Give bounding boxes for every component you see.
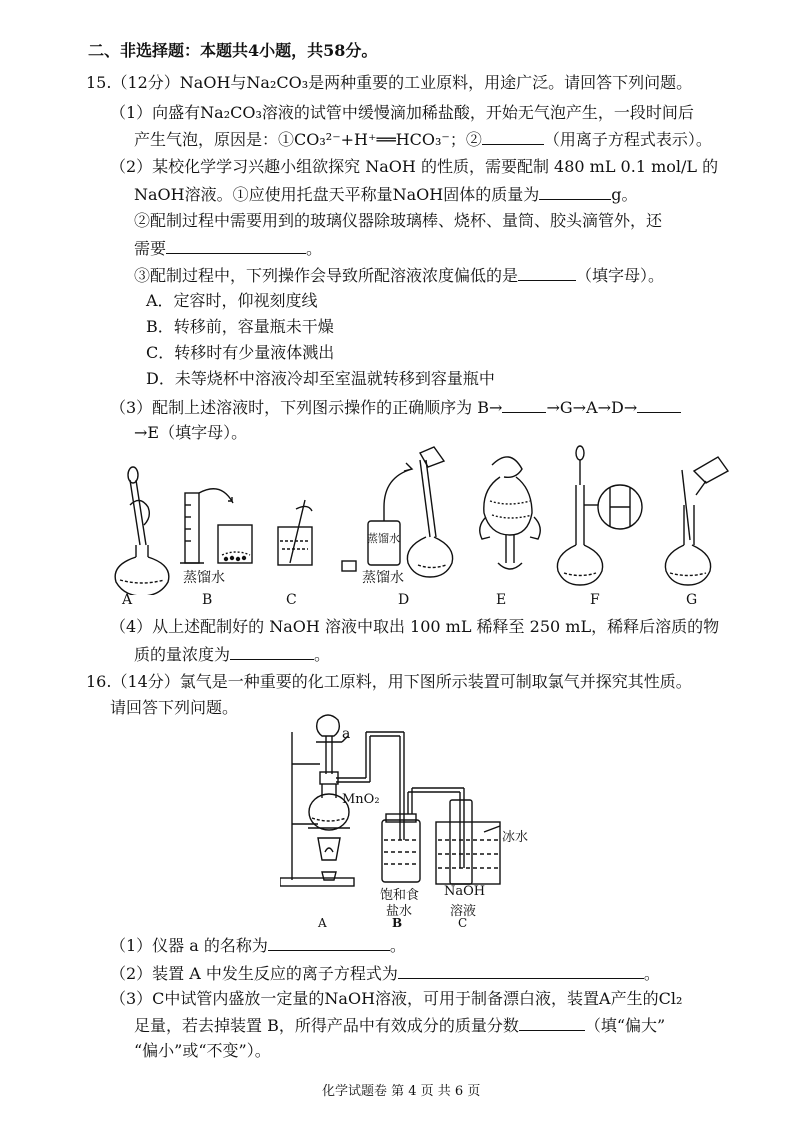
q16-p3-line1: （3）C中试管内盛放一定量的NaOH溶液，可用于制备漂白液，装置A产生的Cl₂ <box>110 989 683 1008</box>
q15-option-a: A．定容时，仰视刻度线 <box>146 291 318 310</box>
figure-label-c: C <box>286 592 297 608</box>
q15-p2-line5 <box>134 264 664 287</box>
q16-p3-line2 <box>134 1014 665 1037</box>
q16-answer-blank-fraction[interactable] <box>519 1014 585 1031</box>
apparatus-label-saline-2: 盐水 <box>386 904 413 919</box>
q15-p3-text-a: （3）配制上述溶液时，下列图示操作的正确顺序为 B→ <box>110 398 503 417</box>
q16-p2-text-a: （2）装置 A 中发生反应的离子方程式为 <box>110 964 398 983</box>
figure-c-beaker-stirring <box>278 500 312 565</box>
q15-p4-line2 <box>134 643 330 666</box>
q16-header: 16.（14分）氯气是一种重要的化工原料，用下图所示装置可制取氯气并探究其性质。 <box>86 672 692 691</box>
q15-p3-line1 <box>110 396 681 419</box>
q15-p2-line3: ②配制过程中需要用到的玻璃仪器除玻璃棒、烧杯、量筒、胶头滴管外，还 <box>134 211 663 230</box>
figure-label-a: A <box>122 592 133 608</box>
chlorine-apparatus-figure <box>280 712 550 912</box>
apparatus-caption-c: C <box>458 916 468 930</box>
q15-option-d: D．未等烧杯中溶液冷却至室温就转移到容量瓶中 <box>146 369 495 388</box>
q16-p1-text-b: 。 <box>389 936 406 955</box>
q15-p3-text-b: →G→A→D→ <box>546 398 638 417</box>
q15-p2-text-c: 需要 <box>134 239 167 258</box>
apparatus-label-saline-1: 饱和食 <box>380 888 420 903</box>
figure-label-b: B <box>202 592 213 608</box>
figure-f-dropper-magnified <box>557 446 642 585</box>
figure-a-dropper-flask <box>115 467 169 595</box>
page-footer: 化学试题卷 第 4 页 共 6 页 <box>322 1084 481 1099</box>
q15-option-b: B．转移前，容量瓶未干燥 <box>146 317 334 336</box>
figure-d-washbottle-flask <box>368 447 453 577</box>
apparatus-label-naoh-2: 溶液 <box>450 904 477 919</box>
q15-answer-blank-mass[interactable] <box>539 183 611 200</box>
figure-label-e: E <box>496 592 507 608</box>
figure-e-inverting-flask <box>480 457 541 569</box>
figure-label-g: G <box>686 592 698 608</box>
q15-p2-text-b: g。 <box>611 185 638 204</box>
q16-p3-text-a: 足量，若去掉装置 B，所得产品中有效成分的质量分数 <box>134 1016 519 1035</box>
figure-b-water-label: 蒸馏水 <box>183 570 225 586</box>
q15-answer-blank-1[interactable] <box>482 128 544 145</box>
apparatus-label-mno2: MnO₂ <box>342 792 380 807</box>
apparatus-c <box>436 800 500 884</box>
q15-p1-text-b: （用离子方程式表示）。 <box>543 130 712 149</box>
q16-p3-text-b: （填“偏大” <box>584 1016 666 1035</box>
q16-answer-blank-equation[interactable] <box>398 962 644 979</box>
q16-p3-line3: “偏小”或“不变”）。 <box>134 1041 271 1060</box>
q15-p4-text-a: 质的量浓度为 <box>134 645 231 664</box>
q15-p2-text-d: 。 <box>306 239 323 258</box>
q15-p2-text-a: NaOH溶液。①应使用托盘天平称量NaOH固体的质量为 <box>134 185 540 204</box>
q16-header-line2: 请回答下列问题。 <box>110 698 239 717</box>
q15-p1-text-a: 产生气泡，原因是：①CO₃²⁻+H⁺══HCO₃⁻；② <box>134 130 482 149</box>
figure-b-cylinder-beaker <box>180 489 252 563</box>
q15-answer-blank-order-2[interactable] <box>637 396 681 413</box>
section-title: 二、非选择题：本题共4小题，共58分。 <box>88 41 378 60</box>
figure-g-pouring-flask <box>665 457 728 585</box>
apparatus-label-a-pointer: a <box>342 726 351 742</box>
q15-option-c: C．转移时有少量液体溅出 <box>146 343 335 362</box>
q15-p2-line4 <box>134 237 322 260</box>
q16-answer-blank-instrument[interactable] <box>268 934 390 951</box>
apparatus-caption-b: B <box>392 916 403 930</box>
figure-label-d: D <box>398 592 410 608</box>
q15-p4-line1: （4）从上述配制好的 NaOH 溶液中取出 100 mL 稀释至 250 mL，稀释后溶质的物 <box>110 617 720 636</box>
q15-p4-text-b: 。 <box>314 645 331 664</box>
q15-p1-line2 <box>134 128 712 151</box>
q16-p2 <box>110 962 660 985</box>
figure-label-f: F <box>590 592 600 608</box>
apparatus-label-naoh-1: NaOH <box>444 884 486 899</box>
q15-p2-line2 <box>134 183 637 206</box>
apparatus-label-ice-water: 冰水 <box>502 830 529 845</box>
q16-p1-text-a: （1）仪器 a 的名称为 <box>110 936 268 955</box>
q16-p2-text-b: 。 <box>643 964 660 983</box>
apparatus-caption-a: A <box>318 916 327 930</box>
figure-d-water-label: 蒸馏水 <box>362 570 404 586</box>
figure-small-weight <box>342 561 356 571</box>
q15-answer-blank-glassware[interactable] <box>166 237 306 254</box>
apparatus-b <box>382 788 464 882</box>
q15-answer-blank-option[interactable] <box>518 264 576 281</box>
q15-p2-line1: （2）某校化学学习兴趣小组欲探究 NaOH 的性质，需要配制 480 mL 0.1 mol/L 的 <box>110 157 719 176</box>
q15-p2-text-f: （填字母）。 <box>576 266 665 285</box>
q15-answer-blank-concentration[interactable] <box>230 643 314 660</box>
q15-header: 15.（12分）NaOH与Na₂CO₃是两种重要的工业原料，用途广泛。请回答下列问题。 <box>86 73 693 92</box>
q15-p2-text-e: ③配制过程中，下列操作会导致所配溶液浓度偏低的是 <box>134 266 519 285</box>
q16-p1 <box>110 934 406 957</box>
q15-p1-line1: （1）向盛有Na₂CO₃溶液的试管中缓慢滴加稀盐酸，开始无气泡产生，一段时间后 <box>110 103 694 122</box>
q15-answer-blank-order-1[interactable] <box>502 396 546 413</box>
q15-p3-line2: →E（填字母）。 <box>134 423 248 442</box>
figure-d-bottle-label: 蒸馏水 <box>367 532 400 545</box>
